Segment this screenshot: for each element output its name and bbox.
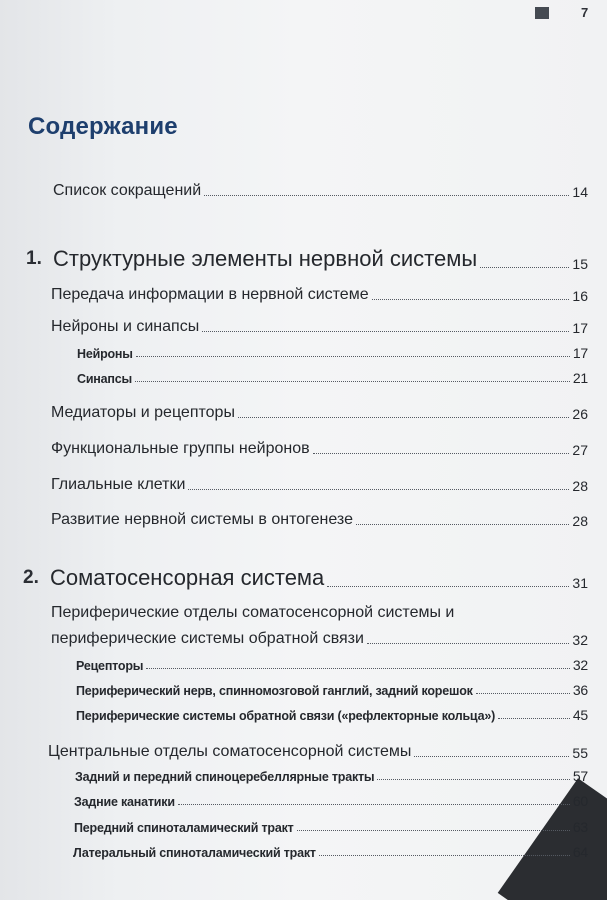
toc-entry[interactable]: [51, 511, 588, 529]
leader-dots: [498, 718, 570, 719]
toc-entry-abbrev[interactable]: [53, 182, 588, 200]
toc-entry-page: 64: [572, 844, 588, 860]
toc-subentry[interactable]: [74, 793, 588, 809]
chapter-number: 1.: [26, 248, 42, 269]
toc-entry-page: 36: [572, 682, 588, 698]
leader-dots: [367, 643, 569, 644]
toc-entry-label: Нейроны и синапсы: [51, 318, 200, 335]
toc-entry-page: 63: [572, 819, 588, 835]
toc-entry-page: 32: [572, 657, 588, 673]
toc-entry[interactable]: [51, 404, 588, 422]
toc-entry-label: Задние канатики: [74, 795, 175, 809]
page-number: 7: [581, 5, 589, 20]
toc-subentry[interactable]: [74, 819, 588, 835]
leader-dots: [188, 489, 569, 490]
leader-dots: [372, 299, 570, 300]
toc-entry-page: 21: [572, 370, 588, 386]
leader-dots: [202, 331, 569, 332]
toc-entry-label: Передний спиноталамический тракт: [74, 821, 294, 835]
leader-dots: [319, 855, 570, 856]
leader-dots: [377, 779, 569, 780]
toc-subentry[interactable]: [77, 345, 588, 361]
toc-subentry[interactable]: [76, 657, 588, 673]
toc-entry-label: Задний и передний спиноцеребеллярные тракты: [75, 770, 375, 784]
leader-dots: [356, 524, 569, 525]
toc-entry-label: Периферический нерв, спинномозговой ганглий, задний корешок: [76, 684, 473, 698]
toc-subentry[interactable]: [73, 844, 588, 860]
toc-entry-page: 57: [572, 768, 588, 784]
toc-entry-page: 17: [572, 345, 588, 361]
toc-entry[interactable]: [48, 743, 588, 761]
toc-entry-label: Глиальные клетки: [51, 476, 186, 493]
toc-entry-label: Список сокращений: [53, 182, 202, 199]
toc-entry-label: Центральные отделы соматосенсорной системы: [48, 743, 412, 760]
toc-entry-label: Функциональные группы нейронов: [51, 440, 310, 457]
chapter-page: 15: [572, 256, 588, 272]
toc-subentry[interactable]: [76, 707, 588, 723]
toc-entry-label: Нейроны: [77, 347, 133, 361]
toc-entry-page: 27: [572, 442, 588, 458]
toc-entry-label-line1: Периферические отделы соматосенсорной системы и: [51, 604, 455, 621]
leader-dots: [414, 756, 569, 757]
leader-dots: [313, 453, 570, 454]
leader-dots: [297, 830, 570, 831]
toc-entry-label: Передача информации в нервной системе: [51, 286, 369, 303]
toc-entry-page: 26: [572, 406, 588, 422]
toc-subentry[interactable]: [77, 370, 588, 386]
toc-entry[interactable]: [51, 476, 588, 494]
header-marker: [535, 7, 549, 19]
toc-entry-page: 55: [572, 745, 588, 761]
toc-entry[interactable]: [51, 318, 588, 336]
chapter-page: 31: [572, 575, 588, 591]
toc-entry-page: 32: [572, 632, 588, 648]
page-title: Содержание: [28, 113, 178, 140]
toc-entry-page: 28: [572, 478, 588, 494]
toc-entry-label: периферические системы обратной связи: [51, 630, 364, 647]
toc-chapter-2[interactable]: [23, 565, 588, 591]
toc-chapter-1[interactable]: [26, 246, 588, 272]
toc-subentry[interactable]: [75, 768, 588, 784]
toc-entry-page: 28: [572, 513, 588, 529]
chapter-title: Структурные элементы нервной системы: [53, 246, 478, 271]
leader-dots: [178, 804, 570, 805]
toc-entry-page: 45: [572, 707, 588, 723]
chapter-number: 2.: [23, 567, 39, 588]
leader-dots: [146, 668, 570, 669]
toc-entry-label: Периферические системы обратной связи («рефлекторные кольца»): [76, 709, 496, 723]
toc-subentry[interactable]: [76, 682, 588, 698]
toc-entry-page: 14: [572, 184, 588, 200]
leader-dots: [136, 356, 570, 357]
toc-entry-label: Рецепторы: [76, 659, 144, 673]
toc-entry-label: Развитие нервной системы в онтогенезе: [51, 511, 353, 528]
toc-entry-page: 60: [572, 793, 588, 809]
leader-dots: [480, 267, 569, 268]
leader-dots: [476, 693, 570, 694]
toc-entry[interactable]: [51, 630, 588, 648]
leader-dots: [238, 417, 569, 418]
toc-entry-label: Медиаторы и рецепторы: [51, 404, 235, 421]
chapter-title: Соматосенсорная система: [50, 565, 325, 590]
leader-dots: [204, 195, 569, 196]
leader-dots: [327, 586, 569, 587]
toc-entry-label: Синапсы: [77, 372, 132, 386]
toc-entry[interactable]: [51, 440, 588, 458]
toc-entry-label: Латеральный спиноталамический тракт: [73, 846, 316, 860]
toc-entry-page: 17: [572, 320, 588, 336]
toc-entry[interactable]: [51, 286, 588, 304]
leader-dots: [135, 381, 570, 382]
toc-entry-page: 16: [572, 288, 588, 304]
